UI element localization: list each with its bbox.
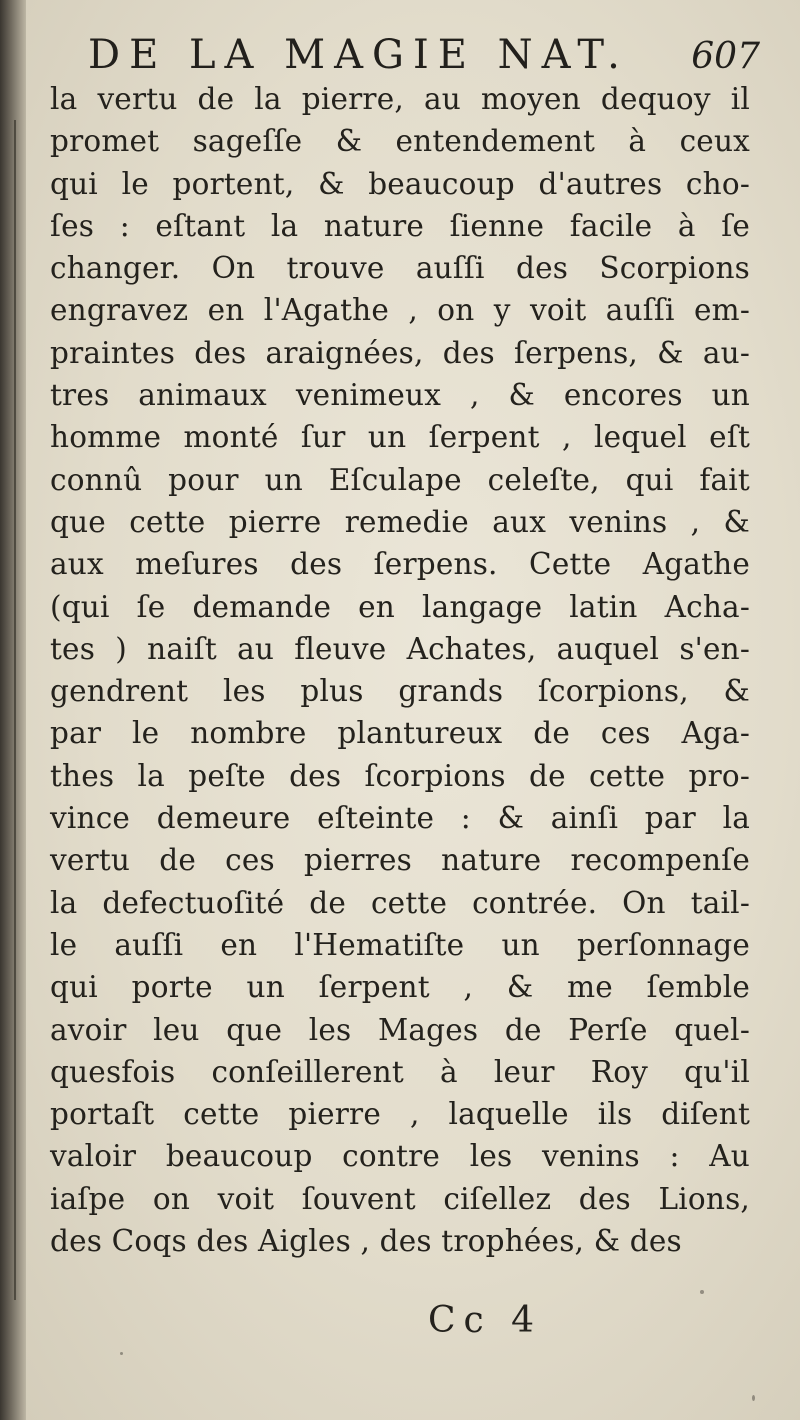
text-line: avoir leu que les Mages de Perſe quel- <box>50 1012 750 1047</box>
text-line: qui le portent, & beaucoup d'autres cho- <box>50 166 750 201</box>
text-line: iaſpe on voit ſouvent ciſellez des Lions, <box>50 1181 750 1216</box>
page-number: 607 <box>691 36 760 77</box>
text-line: praintes des araignées, des ſerpens, & au- <box>50 335 750 370</box>
book-gutter <box>0 0 26 1420</box>
body-text <box>50 78 750 1262</box>
text-line: portaſt cette pierre , laquelle ils diſent <box>50 1097 750 1132</box>
text-line: quesfois conſeillerent à leur Roy qu'il <box>50 1054 750 1089</box>
text-line: engravez en l'Agathe , on y voit auſſi em- <box>50 293 750 328</box>
text-line: que cette pierre remedie aux venins , & <box>50 504 750 539</box>
text-line: ſes : eſtant la nature ſienne facile à ſe <box>50 208 750 243</box>
paper-speck <box>700 1290 704 1294</box>
paper-speck <box>120 1352 123 1355</box>
text-line: la vertu de la pierre, au moyen dequoy il <box>50 82 750 116</box>
text-line: connû pour un Eſculape celeſte, qui fait <box>50 462 750 497</box>
running-head: DE LA MAGIE NAT. <box>88 32 629 78</box>
text-line: homme monté ſur un ſerpent , lequel eſt <box>50 420 750 455</box>
paper-speck <box>752 1395 755 1401</box>
text-line: (qui ſe demande en langage latin Acha- <box>50 589 750 624</box>
text-line: la defectuoſité de cette contrée. On tail- <box>50 885 750 920</box>
text-line: des Coqs des Aigles , des trophées, & des <box>50 1224 682 1259</box>
text-line: par le nombre plantureux de ces Aga- <box>50 716 750 751</box>
gutter-shadow-line <box>14 120 16 1300</box>
page-header <box>60 28 760 84</box>
signature-mark: Cc 4 <box>428 1300 543 1341</box>
text-line: tes ) naiſt au fleuve Achates, auquel s'en- <box>50 631 750 666</box>
text-line: gendrent les plus grands ſcorpions, & <box>50 674 750 709</box>
text-line: le auſſi en l'Hematiſte un perſonnage <box>50 927 750 962</box>
text-line: changer. On trouve auſſi des Scorpions <box>50 251 750 286</box>
text-line: qui porte un ſerpent , & me ſemble <box>50 970 750 1005</box>
text-line: tres animaux venimeux , & encores un <box>50 378 750 413</box>
text-line: promet sageſſe & entendement à ceux <box>50 124 750 159</box>
text-line: thes la peſte des ſcorpions de cette pro- <box>50 758 750 793</box>
text-line: aux meſures des ſerpens. Cette Agathe <box>50 547 750 582</box>
text-line: vince demeure eſteinte : & ainſi par la <box>50 801 750 836</box>
text-line: valoir beaucoup contre les venins : Au <box>50 1139 750 1174</box>
text-line: vertu de ces pierres nature recompenſe <box>50 843 750 878</box>
